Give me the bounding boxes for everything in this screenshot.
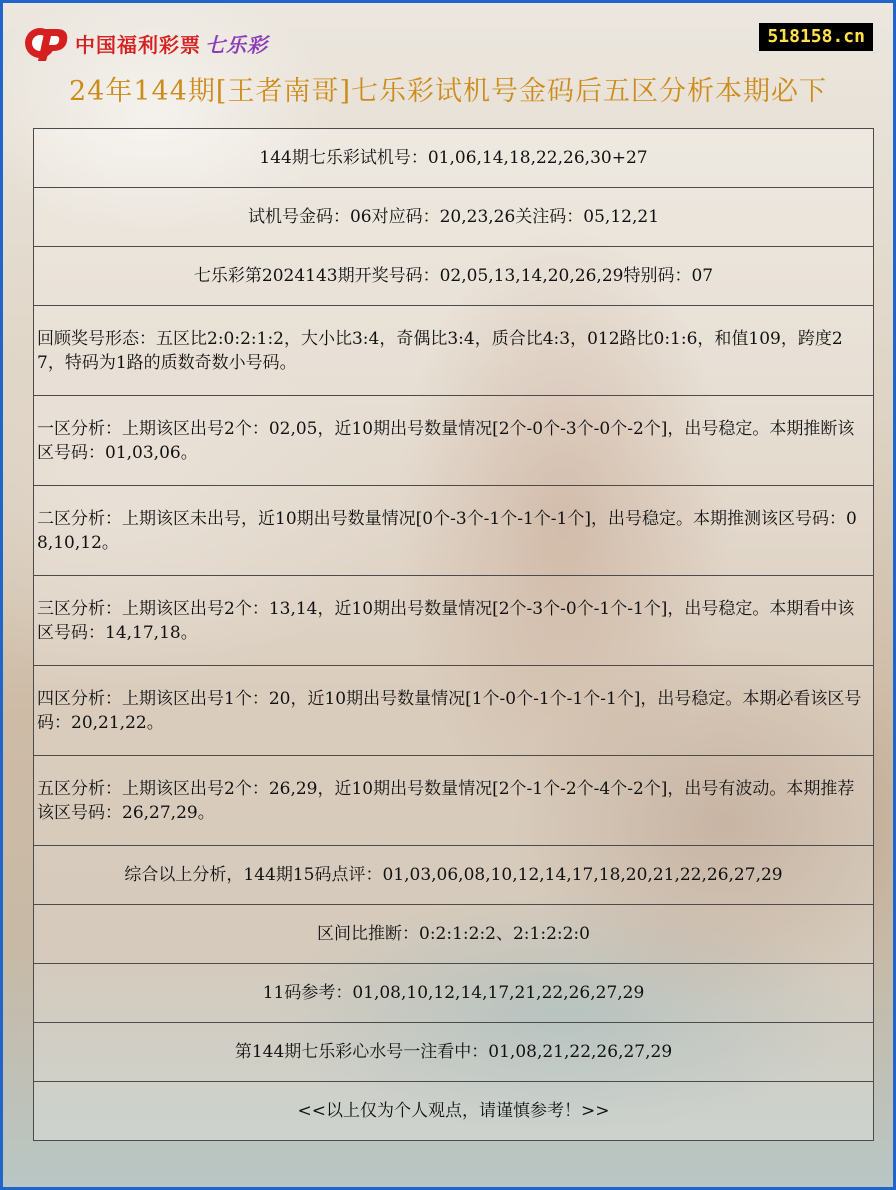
zone-3-analysis-cell: 三区分析：上期该区出号2个：13,14，近10期出号数量情况[2个-3个-0个-1个-1个]，出号稳定。本期看中该区号码：14,17,18。 <box>34 576 874 666</box>
table-row <box>34 129 874 188</box>
table-row <box>34 188 874 247</box>
table-row <box>34 846 874 905</box>
review-pattern-cell: 回顾奖号形态：五区比2:0:2:1:2，大小比3:4，奇偶比3:4，质合比4:3，012路比0:1:6，和值109，跨度27，特码为1路的质数奇数小号码。 <box>34 306 874 396</box>
zone-5-analysis-cell: 五区分析：上期该区出号2个：26,29，近10期出号数量情况[2个-1个-2个-4个-2个]，出号有波动。本期推荐该区号码：26,27,29。 <box>34 756 874 846</box>
previous-draw-cell: 七乐彩第2024143期开奖号码：02,05,13,14,20,26,29特别码：07 <box>34 247 874 306</box>
zone-4-analysis-cell: 四区分析：上期该区出号1个：20，近10期出号数量情况[1个-0个-1个-1个-1个]，出号稳定。本期必看该区号码：20,21,22。 <box>34 666 874 756</box>
welfare-lottery-logo-icon <box>23 23 71 63</box>
page-title: 24年144期[王者南哥]七乐彩试机号金码后五区分析本期必下 <box>69 76 827 107</box>
table-row <box>34 756 874 846</box>
eleven-codes-cell: 11码参考：01,08,10,12,14,17,21,22,26,27,29 <box>34 964 874 1023</box>
golden-code-cell: 试机号金码：06对应码：20,23,26关注码：05,12,21 <box>34 188 874 247</box>
table-row <box>34 486 874 576</box>
domain-badge[interactable]: 518158.cn <box>759 23 873 51</box>
table-row <box>34 396 874 486</box>
table-row <box>34 905 874 964</box>
table-row <box>34 576 874 666</box>
zone-1-analysis-cell: 一区分析：上期该区出号2个：02,05，近10期出号数量情况[2个-0个-3个-0个-2个]，出号稳定。本期推断该区号码：01,03,06。 <box>34 396 874 486</box>
table-row <box>34 964 874 1023</box>
table-row <box>34 306 874 396</box>
trial-numbers-cell: 144期七乐彩试机号：01,06,14,18,22,26,30+27 <box>34 129 874 188</box>
analysis-table <box>33 128 874 1141</box>
zone-2-analysis-cell: 二区分析：上期该区未出号，近10期出号数量情况[0个-3个-1个-1个-1个]，出号稳定。本期推测该区号码：08,10,12。 <box>34 486 874 576</box>
lottery-logo <box>23 23 268 63</box>
logo-text: 中国福利彩票 <box>75 32 201 57</box>
table-row <box>34 1023 874 1082</box>
table-row <box>34 1082 874 1141</box>
zone-ratio-cell: 区间比推断：0:2:1:2:2、2:1:2:2:0 <box>34 905 874 964</box>
summary-15-codes-cell: 综合以上分析，144期15码点评：01,03,06,08,10,12,14,17,18,20,21,22,26,27,29 <box>34 846 874 905</box>
table-row <box>34 247 874 306</box>
logo-accent-text: 七乐彩 <box>205 32 268 57</box>
favorite-pick-cell: 第144期七乐彩心水号一注看中：01,08,21,22,26,27,29 <box>34 1023 874 1082</box>
table-row <box>34 666 874 756</box>
disclaimer-cell: <<以上仅为个人观点，请谨慎参考！>> <box>34 1082 874 1141</box>
